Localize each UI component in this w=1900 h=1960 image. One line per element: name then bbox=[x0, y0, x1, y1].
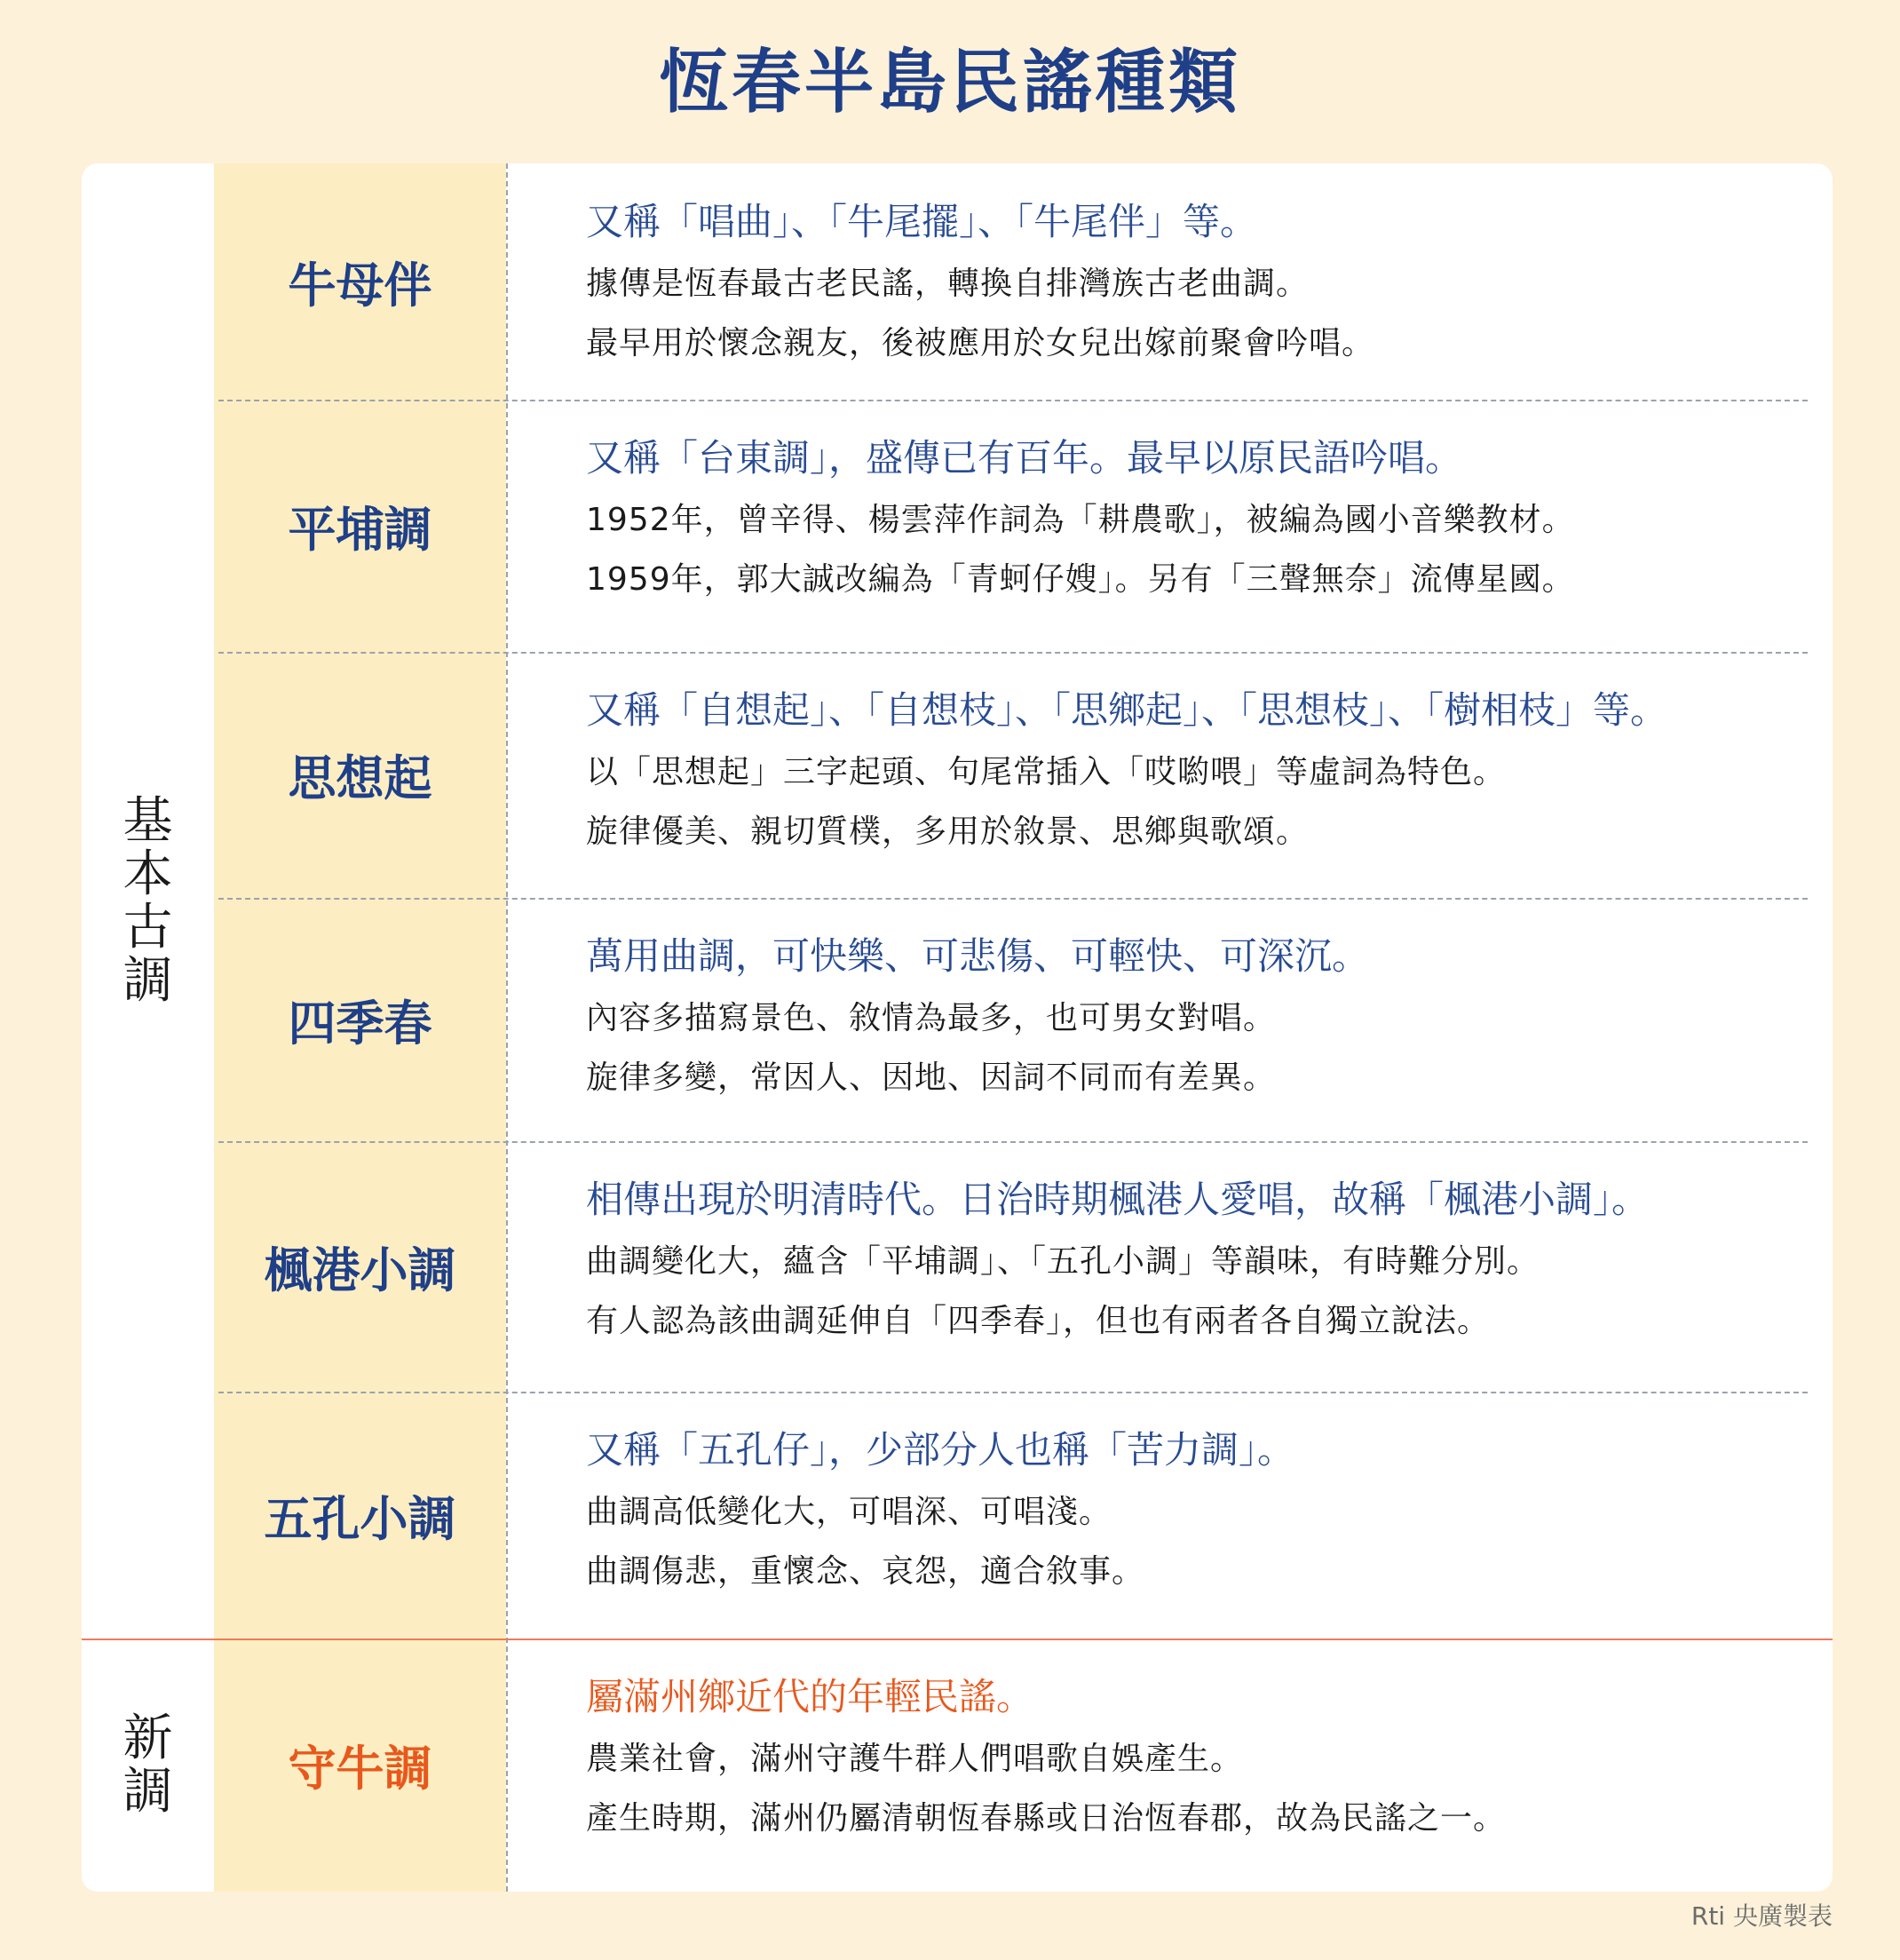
song-detail-line: 1959年，郭大誠改編為「青蚵仔嫂」。另有「三聲無奈」流傳星國。 bbox=[586, 561, 1575, 598]
song-description bbox=[586, 932, 1815, 1099]
group-label-classic: 基 本 古 調 bbox=[123, 791, 173, 1010]
table-row bbox=[82, 898, 1833, 1141]
song-headline: 又稱「台東調」，盛傳已有百年。最早以原民語吟唱。 bbox=[586, 436, 1463, 480]
table-row bbox=[82, 400, 1833, 652]
song-name: 守牛調 bbox=[288, 1741, 432, 1797]
song-description bbox=[586, 1672, 1815, 1840]
song-detail-line: 曲調變化大，蘊含「平埔調」、「五孔小調」等韻味，有時難分別。 bbox=[586, 1243, 1540, 1280]
song-headline: 相傳出現於明清時代。日治時期楓港人愛唱，故稱「楓港小調」。 bbox=[586, 1178, 1650, 1221]
song-headline: 萬用曲調，可快樂、可悲傷、可輕快、可深沉。 bbox=[586, 934, 1370, 978]
song-name: 四季春 bbox=[288, 995, 432, 1051]
song-detail-line: 最早用於懷念親友，後被應用於女兒出嫁前聚會吟唱。 bbox=[586, 325, 1375, 361]
table-row bbox=[82, 1639, 1833, 1892]
song-detail-line: 以「思想起」三字起頭、句尾常插入「哎喲喂」等虛詞為特色。 bbox=[586, 754, 1507, 790]
song-types-table bbox=[82, 163, 1833, 1892]
table-row bbox=[82, 163, 1833, 400]
song-name: 牛母伴 bbox=[288, 257, 432, 313]
song-detail-line: 有人認為該曲調延伸自「四季春」，但也有兩者各自獨立說法。 bbox=[586, 1303, 1491, 1339]
group-label-new: 新 調 bbox=[123, 1709, 173, 1821]
song-description bbox=[586, 1175, 1815, 1343]
song-detail-line: 農業社會，滿州守護牛群人們唱歌自娛產生。 bbox=[586, 1741, 1244, 1777]
source-credit: Rti 央廣製表 bbox=[1690, 1901, 1833, 1931]
song-description bbox=[586, 1425, 1815, 1593]
song-name: 楓港小調 bbox=[264, 1242, 456, 1298]
table-row bbox=[82, 1392, 1833, 1639]
song-detail-line: 據傳是恆春最古老民謠，轉換自排灣族古老曲調。 bbox=[586, 266, 1310, 302]
song-headline: 又稱「自想起」、「自想枝」、「思鄉起」、「思想枝」、「樹相枝」等。 bbox=[586, 688, 1668, 732]
song-headline: 又稱「五孔仔」，少部分人也稱「苦力調」。 bbox=[586, 1428, 1295, 1472]
song-headline: 又稱「唱曲」、「牛尾擺」、「牛尾伴」等。 bbox=[586, 200, 1258, 243]
song-description bbox=[586, 197, 1815, 365]
song-detail-line: 曲調高低變化大，可唱深、可唱淺。 bbox=[586, 1494, 1112, 1530]
song-detail-line: 旋律優美、親切質樸，多用於敘景、思鄉與歌頌。 bbox=[586, 813, 1310, 850]
song-name: 思想起 bbox=[288, 750, 432, 806]
song-detail-line: 產生時期，滿州仍屬清朝恆春縣或日治恆春郡，故為民謠之一。 bbox=[586, 1800, 1507, 1837]
song-name: 五孔小調 bbox=[264, 1490, 456, 1547]
table-row bbox=[82, 652, 1833, 898]
song-name: 平埔調 bbox=[288, 501, 432, 558]
song-detail-line: 旋律多變，常因人、因地、因詞不同而有差異。 bbox=[586, 1059, 1277, 1096]
page-title: 恆春半島民謠種類 bbox=[658, 43, 1241, 123]
song-headline: 屬滿州鄉近代的年輕民謠。 bbox=[586, 1675, 1034, 1718]
table-row bbox=[82, 1141, 1833, 1392]
song-detail-line: 曲調傷悲，重懷念、哀怨，適合敘事。 bbox=[586, 1553, 1145, 1590]
song-description bbox=[586, 433, 1815, 601]
song-detail-line: 內容多描寫景色、敘情為最多，也可男女對唱。 bbox=[586, 1000, 1277, 1036]
song-detail-line: 1952年，曾辛得、楊雲萍作詞為「耕農歌」，被編為國小音樂教材。 bbox=[586, 502, 1575, 538]
song-description bbox=[586, 686, 1815, 853]
